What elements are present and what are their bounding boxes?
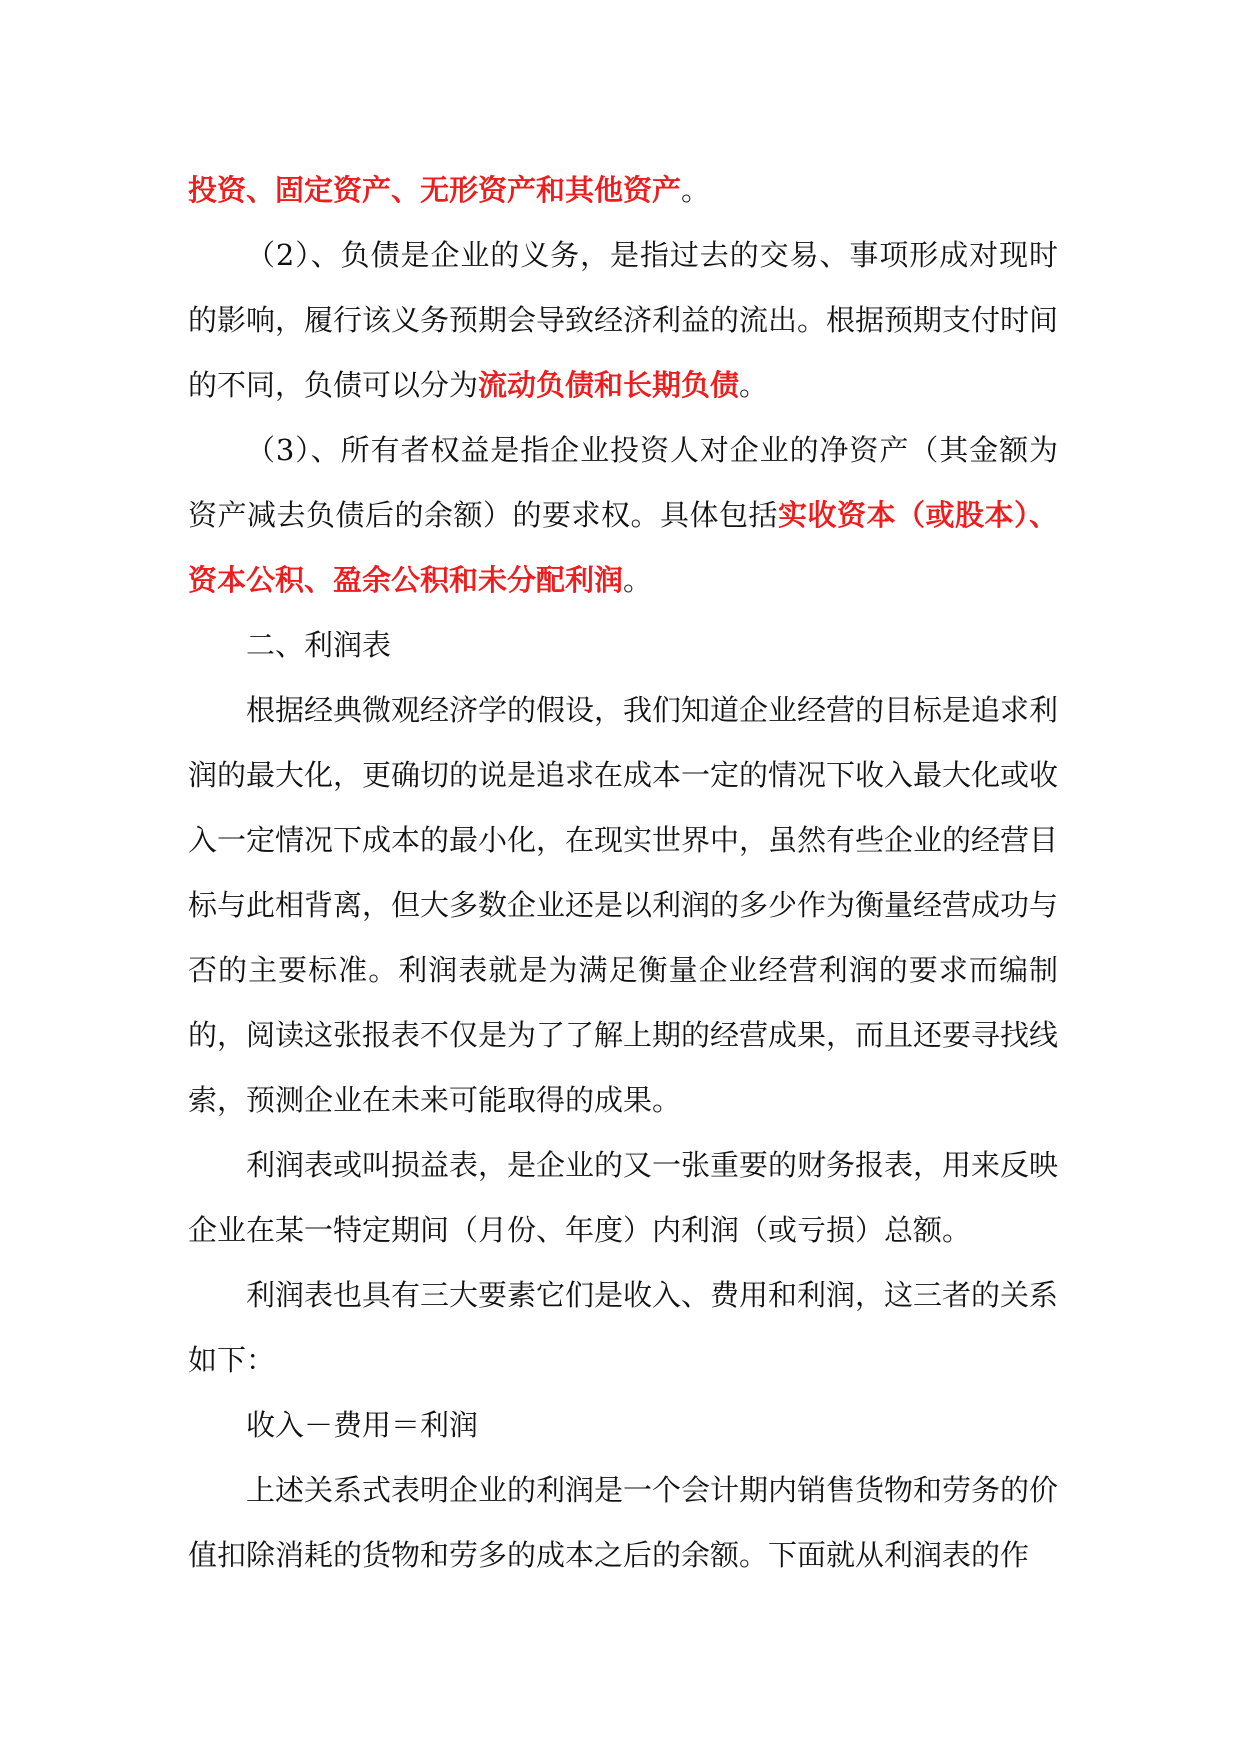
paragraph-income-statement-definition xyxy=(188,1133,1058,1263)
heading-text: 二、利润表 xyxy=(246,628,392,662)
body-text: （3）、所有者权益是指企业投资人对企业的净资产（其金额为资产减去负债后的余额）的要求权。具体包括 xyxy=(188,433,1058,532)
section-heading-income-statement xyxy=(188,613,1058,678)
document-body xyxy=(188,158,1058,1588)
body-text: （2）、负债是企业的义务，是指过去的交易、事项形成对现时的影响，履行该义务预期会导致经济利益的流出。根据预期支付时间的不同，负债可以分为 xyxy=(188,238,1059,402)
body-text: 。 xyxy=(623,563,653,597)
paragraph-owners-equity xyxy=(188,418,1058,613)
paragraph-assets-continued xyxy=(188,158,1058,223)
body-text: 根据经典微观经济学的假设，我们知道企业经营的目标是追求利润的最大化，更确切的说是追求在成本一定的情况下收入最大化或收入一定情况下成本的最小化，在现实世界中，虽然有些企业的经营目标与此相背离，但大多数企业还是以利润的多少作为衡量经营成功与否的主要标准。利润表就是为满足衡量企业经营利润的要求而编制的，阅读这张报表不仅是为了了解上期的经营成果，而且还要寻找线索，预测企业在未来可能取得的成果。 xyxy=(188,693,1059,1117)
highlight-text: 实收资本（或股本）、资本公积、盈余公积和未分配利润 xyxy=(188,498,1058,597)
highlight-text: 流动负债和长期负债 xyxy=(478,368,740,402)
body-text: 上述关系式表明企业的利润是一个会计期内销售货物和劳务的价值扣除消耗的货物和劳多的成本之后的余额。下面就从利润表的作 xyxy=(188,1473,1059,1572)
paragraph-profit-maximization xyxy=(188,678,1058,1133)
body-text: 。 xyxy=(739,368,769,402)
highlight-text: 投资、固定资产、无形资产和其他资产 xyxy=(188,173,682,207)
paragraph-three-elements xyxy=(188,1263,1058,1393)
formula-text: 收入－费用＝利润 xyxy=(246,1408,479,1442)
body-text: 利润表或叫损益表，是企业的又一张重要的财务报表，用来反映企业在某一特定期间（月份、年度）内利润（或亏损）总额。 xyxy=(188,1148,1059,1247)
body-text: 利润表也具有三大要素它们是收入、费用和利润，这三者的关系如下： xyxy=(188,1278,1059,1377)
body-text: 。 xyxy=(681,173,711,207)
paragraph-liabilities xyxy=(188,223,1058,418)
paragraph-formula-explanation xyxy=(188,1458,1058,1588)
formula-line xyxy=(188,1393,1058,1458)
